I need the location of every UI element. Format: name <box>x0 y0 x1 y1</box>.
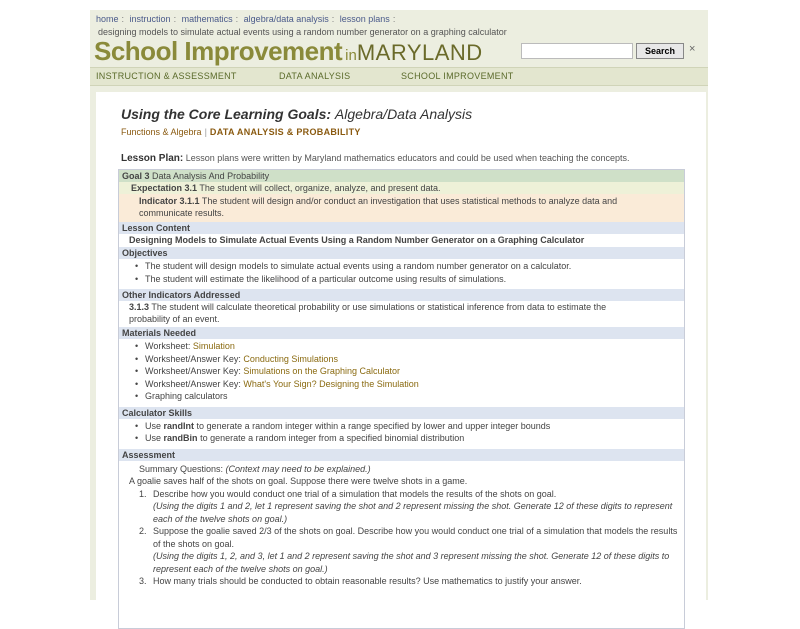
material-prefix: Worksheet/Answer Key: <box>145 366 241 376</box>
assessment-scenario: A goalie saves half of the shots on goal. Suppose there were twelve shots in a game. <box>129 476 468 486</box>
list-item <box>119 390 684 403</box>
calculator-body <box>119 419 684 449</box>
calc-command: randInt <box>163 420 195 431</box>
other-indicator-label: 3.1.3 <box>129 302 150 312</box>
list-item: • The student will estimate the likelihood of a particular outcome using results of simulations. <box>119 273 684 286</box>
section-header-other-indicators <box>119 289 684 301</box>
nav-data-analysis[interactable]: DATA ANALYSIS <box>279 71 351 81</box>
section-header-calculator <box>119 407 684 419</box>
summary-note: (Context may need to be explained.) <box>225 463 371 474</box>
breadcrumb <box>96 14 398 24</box>
search-button[interactable]: Search <box>636 43 684 59</box>
indicator-label: Indicator 3.1.1 <box>139 196 200 206</box>
list-item <box>119 353 684 366</box>
page-subtitle: designing models to simulate actual events using a random number generator on a graphing calculator <box>98 27 507 37</box>
expectation-row <box>119 182 684 194</box>
calc-post: to generate a random integer within a range specified by lower and upper integer bounds <box>196 420 551 431</box>
lesson-plan-text: Lesson plans were written by Maryland mathematics educators and could be used when teaching the concepts. <box>185 153 630 163</box>
list-item: • The student will design models to simulate actual events using a random number generator on a calculator. <box>119 260 684 273</box>
calc-pre: Use <box>145 420 162 431</box>
nav-instruction-assessment[interactable]: INSTRUCTION & ASSESSMENT <box>96 71 237 81</box>
lesson-content-header: Lesson Content <box>122 223 191 233</box>
page-title <box>121 106 472 122</box>
site-logo[interactable] <box>94 36 483 67</box>
question-text: How many trials should be conducted to obtain reasonable results? Use mathematics to justify your answer. <box>153 576 582 586</box>
list-item <box>119 525 680 575</box>
question-number: 3. <box>139 576 147 586</box>
indicator-text-cont: communicate results. <box>139 208 225 218</box>
other-indicators-header: Other Indicators Addressed <box>122 290 241 300</box>
material-link-whats-your-sign[interactable]: What's Your Sign? Designing the Simulation <box>243 378 419 389</box>
question-number: 2. <box>139 526 147 536</box>
section-header-lesson-content <box>119 222 684 234</box>
breadcrumb-home[interactable]: home <box>96 14 119 24</box>
material-prefix: Worksheet: <box>145 341 191 351</box>
calc-post: to generate a random integer from a specified binomial distribution <box>200 433 465 443</box>
goal-text: Data Analysis And Probability <box>152 171 270 181</box>
objectives-header: Objectives <box>122 248 168 258</box>
summary-questions-line <box>119 463 680 476</box>
logo-state-text: MARYLAND <box>356 40 483 65</box>
assessment-body <box>119 461 684 628</box>
goal-label: Goal 3 <box>122 171 150 181</box>
breadcrumb-separator: : <box>121 14 125 24</box>
close-icon[interactable]: × <box>689 43 696 55</box>
materials-header: Materials Needed <box>122 328 197 338</box>
page-title-light: Algebra/Data Analysis <box>334 106 473 122</box>
list-item <box>119 432 684 445</box>
breadcrumb-separator: : <box>331 14 335 24</box>
section-header-objectives <box>119 247 684 259</box>
breadcrumb-separator: : <box>392 14 396 24</box>
material-link-graphing-calculator[interactable]: Simulations on the Graphing Calculator <box>243 366 400 376</box>
other-indicators-body <box>119 301 684 327</box>
breadcrumb-separator: : <box>173 14 177 24</box>
question-note: (Using the digits 1 and 2, let 1 represent saving the shot and 2 represent missing the shot. Generate 12 of these digits to represent each of the twelve shots on goal.) <box>153 501 673 524</box>
question-text: Describe how you would conduct one trial of a simulation that models the results of the shots on goal. <box>153 488 557 499</box>
list-item <box>119 378 684 391</box>
objectives-body <box>119 259 684 289</box>
breadcrumb-mathematics[interactable]: mathematics <box>181 14 233 24</box>
indicator-text: The student will design and/or conduct an investigation that uses statistical methods to analyze data and <box>201 196 618 206</box>
tab-separator: | <box>204 127 207 137</box>
nav-school-improvement[interactable]: SCHOOL IMPROVEMENT <box>401 71 514 81</box>
breadcrumb-algebra[interactable]: algebra/data analysis <box>243 14 329 24</box>
list-item <box>119 420 684 433</box>
lesson-table <box>118 169 685 629</box>
calculator-header: Calculator Skills <box>122 407 193 418</box>
section-header-assessment <box>119 449 684 461</box>
lesson-content-body <box>119 234 684 247</box>
lesson-content-title: Designing Models to Simulate Actual Events Using a Random Number Generator on a Graphing Calculator <box>129 235 585 245</box>
list-item <box>119 575 680 588</box>
calc-command: randBin <box>163 433 198 443</box>
question-text: Suppose the goalie saved 2/3 of the shots on goal. Describe how you would conduct one trial of a simulation that models the results of the shots on goal. <box>153 526 678 549</box>
material-link-simulation[interactable]: Simulation <box>192 341 235 351</box>
goal-row <box>119 170 684 182</box>
tab-data-analysis-probability[interactable]: DATA ANALYSIS & PROBABILITY <box>209 127 361 137</box>
breadcrumb-separator: : <box>235 14 239 24</box>
section-header-materials <box>119 327 684 339</box>
page-title-bold: Using the Core Learning Goals: <box>121 106 332 122</box>
breadcrumb-lesson-plans[interactable]: lesson plans <box>339 14 390 24</box>
summary-label: Summary Questions: <box>139 463 224 474</box>
lesson-plan-label: Lesson Plan: <box>121 153 184 164</box>
other-indicator-text: The student will calculate theoretical probability or use simulations or statistical inference from data to estimate the <box>151 302 607 312</box>
list-item <box>119 365 684 378</box>
question-note: (Using the digits 1, 2, and 3, let 1 and 2 represent saving the shot and 3 represent missing the shot. Generate 12 of these digits to represent each of the twelve shots on goal.) <box>153 551 670 574</box>
calc-pre: Use <box>145 433 162 443</box>
tab-functions-algebra[interactable]: Functions & Algebra <box>121 127 202 137</box>
search-input[interactable] <box>521 43 633 59</box>
list-item <box>119 340 684 353</box>
logo-main-text: School Improvement <box>94 36 343 66</box>
question-number: 1. <box>139 488 147 499</box>
material-link-conducting-simulations[interactable]: Conducting Simulations <box>243 353 338 364</box>
logo-in-text: in <box>345 47 357 64</box>
materials-body <box>119 339 684 407</box>
other-indicator-text-cont: probability of an event. <box>129 314 220 324</box>
expectation-text: The student will collect, organize, analyze, and present data. <box>199 183 441 193</box>
material-prefix: Graphing calculators <box>145 391 228 401</box>
lesson-plan-intro <box>121 153 630 164</box>
list-item <box>119 488 680 526</box>
material-prefix: Worksheet/Answer Key: <box>145 353 241 364</box>
expectation-label: Expectation 3.1 <box>131 183 198 193</box>
material-prefix: Worksheet/Answer Key: <box>145 378 241 389</box>
assessment-header: Assessment <box>122 449 176 460</box>
indicator-row <box>119 194 684 222</box>
breadcrumb-instruction[interactable]: instruction <box>129 14 171 24</box>
topic-tabs <box>121 127 361 137</box>
main-nav <box>90 67 708 86</box>
